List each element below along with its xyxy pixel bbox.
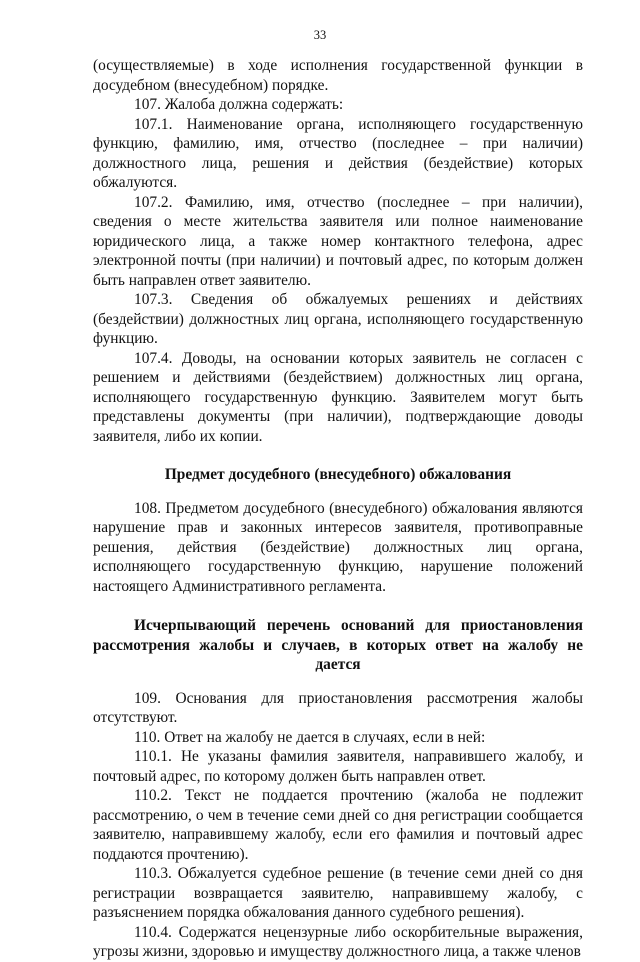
paragraph-110-2: 110.2. Текст не поддается прочтению (жалоба не подлежит рассмотрению, о чем в течение семи дней со дня регистрации сообщается заявителю, направившему жалобу, если его фамилия и почтовый адрес поддаются прочтению). <box>93 787 583 863</box>
section-heading-appeal-subject: Предмет досудебного (внесудебного) обжалования <box>164 466 512 483</box>
paragraph-107: 107. Жалоба должна содержать: <box>134 96 344 113</box>
spacer <box>93 485 583 499</box>
paragraph-107-2: 107.2. Фамилию, имя, отчество (последнее – при наличии), сведения о месте жительства заявителя или полное наименование юридического лица, а также номер контактного телефона, адрес электронной почты (при наличии) и почтовый адрес, по которым должен быть направлен ответ заявителю. <box>93 193 583 289</box>
document-body <box>93 56 583 962</box>
paragraph-107-3: 107.3. Сведения об обжалуемых решениях и действиях (бездействии) должностных лиц органа, исполняющего государственную функцию. <box>93 291 583 347</box>
paragraph-110-3: 110.3. Обжалуется судебное решение (в течение семи дней со дня регистрации возвращается заявителю, направившему жалобу, с разъяснением порядка обжалования данного судебного решения). <box>93 865 583 921</box>
paragraph-110: 110. Ответ на жалобу не дается в случаях, если в ней: <box>134 728 486 746</box>
page-number: 33 <box>313 28 327 42</box>
spacer <box>93 446 583 465</box>
spacer <box>93 596 583 616</box>
paragraph-110-4: 110.4. Содержатся нецензурные либо оскорбительные выражения, угрозы жизни, здоровью и имуществу должностного лица, а также членов <box>93 923 583 960</box>
paragraph-108: 108. Предметом досудебного (внесудебного) обжалования являются нарушение прав и законных интересов заявителя, противоправные решения, действия (бездействие) должностных лиц органа, исполняющего государственную функцию, нарушение положений настоящего Административного регламента. <box>93 499 583 595</box>
paragraph-109: 109. Основания для приостановления рассмотрения жалобы отсутствуют. <box>93 689 583 726</box>
paragraph-107-1: 107.1. Наименование органа, исполняющего государственную функцию, фамилию, имя, отчество (последнее – при наличии) должностного лица, решения и действия (бездействие) которых обжалуются. <box>93 115 583 191</box>
paragraph-110-1: 110.1. Не указаны фамилия заявителя, направившего жалобу, и почтовый адрес, по которому должен быть направлен ответ. <box>93 748 583 785</box>
spacer <box>93 675 583 689</box>
section-heading-suspension-grounds: Исчерпывающий перечень оснований для приостановления рассмотрения жалобы и случаев, в которых ответ на жалобу не дается <box>93 617 583 673</box>
paragraph-intro: (осуществляемые) в ходе исполнения государственной функции в досудебном (внесудебном) порядке. <box>93 57 583 94</box>
paragraph-107-4: 107.4. Доводы, на основании которых заявитель не согласен с решением и действиями (бездействием) должностных лиц органа, исполняющего государственную функцию. Заявителем могут быть представлены документы (при наличии), подтверждающие доводы заявителя, либо их копии. <box>93 349 583 445</box>
